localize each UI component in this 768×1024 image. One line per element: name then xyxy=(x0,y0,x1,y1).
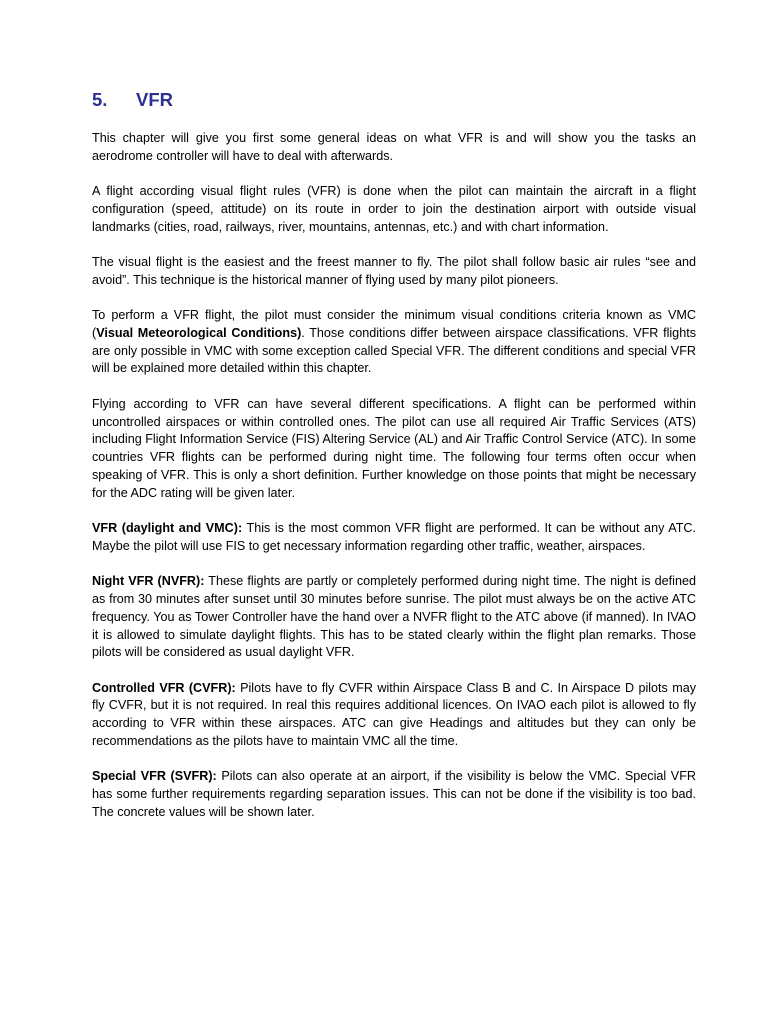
visual-flight-paragraph: The visual flight is the easiest and the freest manner to fly. The pilot shall follow basic air rules “see and avoid”. This technique is the historical manner of flying used by many pilot pioneers. xyxy=(92,254,696,287)
vfr-daylight-paragraph xyxy=(92,520,696,556)
night-vfr-paragraph xyxy=(92,573,696,662)
chapter-heading xyxy=(92,89,696,111)
special-vfr-term: Special VFR (SVFR): xyxy=(92,769,217,784)
intro-paragraph: This chapter will give you first some general ideas on what VFR is and will show you the tasks an aerodrome controller will have to deal with afterwards. xyxy=(92,131,696,163)
vmc-text-start: To perform a VFR flight, the pilot must consider the minimum visual conditions criteria known as VMC ( xyxy=(92,308,696,340)
controlled-vfr-text: Pilots have to fly CVFR within Airspace Class B and C. In Airspace D pilots may fly CVFR, but it is not required. In real this requires additional licences. On IVAO each pilot is allowed to fly according to VFR within these airspaces. ATC can give Headings and altitudes but they can only be recommendations as the pilots have to maintain VMC all the time. xyxy=(92,680,696,749)
night-vfr-text: These flights are partly or completely performed during night time. The night is defined as from 30 minutes after sunset until 30 minutes before sunrise. The pilot must always be on the active ATC frequency. You as Tower Controller have the hand over a NVFR flight to the ATC above (if manned). In IVAO it is allowed to simulate daylight flights. This has to be stated clearly within the flight plan remarks. Those pilots will be considered as usual daylight VFR. xyxy=(92,574,696,660)
special-vfr-paragraph xyxy=(92,768,696,821)
vfr-daylight-text: This is the most common VFR flight are performed. It can be without any ATC. Maybe the pilot will use FIS to get necessary information regarding other traffic, weather, airspaces. xyxy=(92,521,696,553)
controlled-vfr-paragraph xyxy=(92,680,696,751)
vmc-text-end: . Those conditions differ between airspace classifications. VFR flights are only possible in VMC with some exception called Special VFR. The different conditions and special VFR will be explained more detailed within this chapter. xyxy=(92,325,696,376)
chapter-title: VFR xyxy=(136,89,173,110)
chapter-number: 5. xyxy=(92,89,108,110)
vfr-daylight-term: VFR (daylight and VMC): xyxy=(92,521,243,536)
vfr-definition-paragraph: A flight according visual flight rules (VFR) is done when the pilot can maintain the aircraft in a flight configuration (speed, attitude) on its route in order to join the destination airport with outside visual landmarks (cities, road, railways, river, mountains, antennas, etc.) and with chart information. xyxy=(92,184,696,234)
vmc-paragraph xyxy=(92,307,696,378)
special-vfr-text: Pilots can also operate at an airport, if the visibility is below the VMC. Special VFR has some further requirements regarding separation issues. This can not be done if the visibility is too bad. The concrete values will be shown later. xyxy=(92,769,696,819)
controlled-vfr-term: Controlled VFR (CVFR): xyxy=(92,680,236,695)
vmc-term: Visual Meteorological Conditions) xyxy=(96,325,302,340)
specifications-paragraph: Flying according to VFR can have several different specifications. A flight can be performed within uncontrolled airspaces or within controlled ones. The pilot can use all required Air Traffic Services (ATS) including Flight Information Service (FIS) Altering Service (AL) and Air Traffic Control Service (ATC). In some countries VFR flights can be performed during night time. The following four terms often occur when speaking of VFR. This is only a short definition. Further knowledge on those points that might be necessary for the ADC rating will be given later. xyxy=(92,396,696,500)
night-vfr-term: Night VFR (NVFR): xyxy=(92,574,205,589)
